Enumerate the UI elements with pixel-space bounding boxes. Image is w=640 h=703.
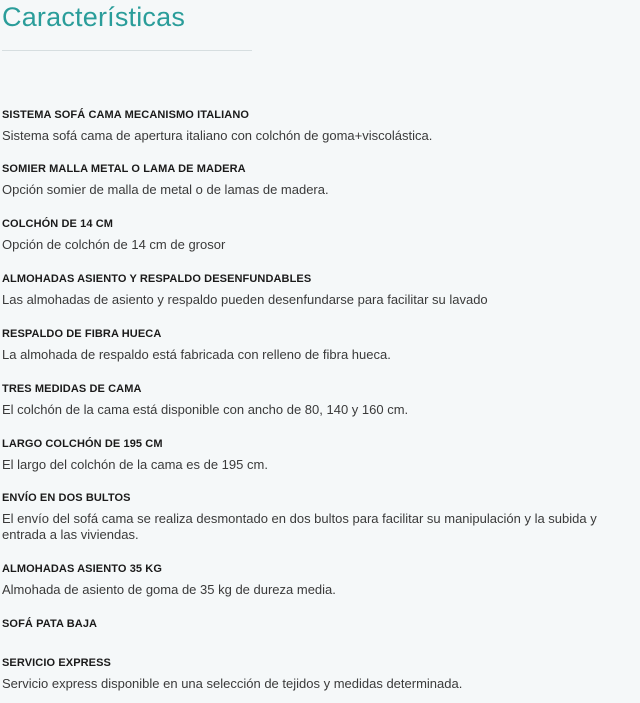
feature-description: El largo del colchón de la cama es de 195 cm. (2, 457, 268, 472)
feature-description: El colchón de la cama está disponible con ancho de 80, 140 y 160 cm. (2, 402, 409, 417)
feature-heading: SOMIER MALLA METAL O LAMA DE MADERA (2, 163, 246, 175)
feature-description: Las almohadas de asiento y respaldo pueden desenfundarse para facilitar su lavado (2, 292, 488, 307)
feature-item (2, 491, 632, 562)
feature-heading: ENVÍO EN DOS BULTOS (2, 492, 131, 504)
feature-item (2, 162, 632, 217)
feature-heading: SISTEMA SOFÁ CAMA MECANISMO ITALIANO (2, 109, 250, 121)
feature-heading: SOFÁ PATA BAJA (2, 618, 98, 630)
feature-heading: TRES MEDIDAS DE CAMA (2, 383, 142, 395)
feature-item (2, 656, 632, 703)
feature-item (2, 562, 632, 617)
feature-heading: ALMOHADAS ASIENTO 35 KG (2, 563, 162, 575)
feature-item (2, 437, 632, 491)
feature-description: Sistema sofá cama de apertura italiano con colchón de goma+viscolástica. (2, 128, 433, 143)
feature-heading: COLCHÓN DE 14 CM (2, 218, 113, 230)
feature-item (2, 327, 632, 382)
feature-description: Opción somier de malla de metal o de lamas de madera. (2, 182, 329, 197)
feature-heading: ALMOHADAS ASIENTO Y RESPALDO DESENFUNDABLES (2, 273, 312, 285)
feature-item (2, 217, 632, 272)
feature-item (2, 382, 632, 437)
feature-item (2, 108, 632, 162)
feature-description: Opción de colchón de 14 cm de grosor (2, 237, 226, 252)
feature-description: La almohada de respaldo está fabricada con relleno de fibra hueca. (2, 347, 391, 362)
feature-heading: LARGO COLCHÓN DE 195 CM (2, 438, 163, 450)
feature-heading: SERVICIO EXPRESS (2, 657, 111, 669)
title-divider (2, 50, 252, 51)
feature-description: Servicio express disponible en una selección de tejidos y medidas determinada. (2, 676, 463, 691)
features-list (2, 108, 632, 703)
feature-description: Almohada de asiento de goma de 35 kg de dureza media. (2, 582, 336, 597)
feature-item (2, 617, 632, 656)
page-title: Características (2, 2, 186, 32)
feature-description: El envío del sofá cama se realiza desmontado en dos bultos para facilitar su manipulación y la subida y entrada a las viviendas. (2, 511, 597, 542)
feature-item (2, 272, 632, 327)
feature-heading: RESPALDO DE FIBRA HUECA (2, 328, 162, 340)
